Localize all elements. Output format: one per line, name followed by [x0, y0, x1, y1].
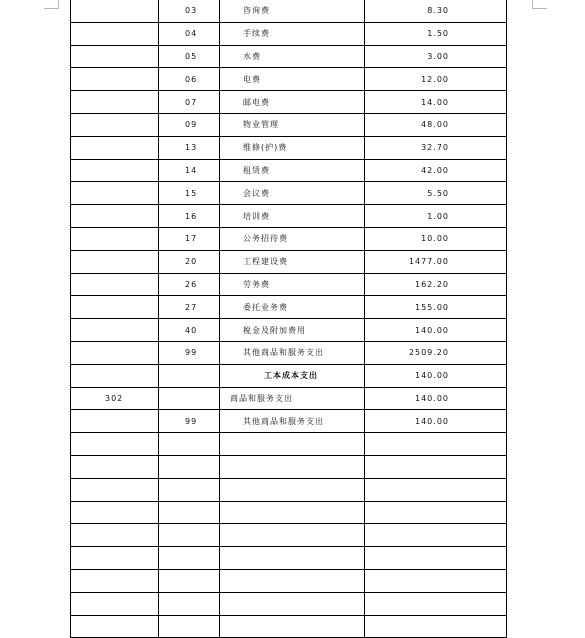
table-row: [71, 296, 507, 319]
item-code-cell: [159, 569, 220, 592]
table-row: [71, 615, 507, 638]
amount-cell: [365, 569, 507, 592]
class-code-cell: [71, 0, 159, 22]
item-name-cell: 其他商品和服务支出: [220, 410, 365, 433]
table-row: [71, 524, 507, 547]
item-code-cell: [159, 547, 220, 570]
amount-cell: [365, 524, 507, 547]
item-name-cell: 咨询费: [220, 0, 365, 22]
table-row: [71, 113, 507, 136]
item-name-cell: 培训费: [220, 205, 365, 228]
table-row: [71, 569, 507, 592]
amount-cell: 140.00: [365, 387, 507, 410]
class-code-cell: [71, 524, 159, 547]
item-code-cell: 05: [159, 45, 220, 68]
amount-cell: 8.30: [365, 0, 507, 22]
class-code-cell: [71, 547, 159, 570]
table-row: [71, 68, 507, 91]
amount-cell: 5.50: [365, 182, 507, 205]
class-code-cell: [71, 45, 159, 68]
table-row: [71, 45, 507, 68]
item-code-cell: [159, 615, 220, 638]
expenditure-table: [70, 0, 507, 638]
amount-cell: 1477.00: [365, 250, 507, 273]
amount-cell: [365, 478, 507, 501]
item-code-cell: 20: [159, 250, 220, 273]
class-code-cell: [71, 273, 159, 296]
amount-cell: 140.00: [365, 319, 507, 342]
class-code-cell: [71, 592, 159, 615]
item-name-cell: 租赁费: [220, 159, 365, 182]
item-code-cell: 26: [159, 273, 220, 296]
class-code-cell: [71, 182, 159, 205]
class-code-cell: [71, 227, 159, 250]
amount-cell: 48.00: [365, 113, 507, 136]
class-code-cell: [71, 205, 159, 228]
table-row: [71, 22, 507, 45]
class-code-cell: [71, 569, 159, 592]
table-row: [71, 410, 507, 433]
item-name-cell: [220, 478, 365, 501]
item-code-cell: [159, 592, 220, 615]
item-code-cell: 06: [159, 68, 220, 91]
table-row: [71, 205, 507, 228]
item-code-cell: 13: [159, 136, 220, 159]
item-code-cell: 16: [159, 205, 220, 228]
table-row: [71, 0, 507, 22]
item-name-cell: [220, 569, 365, 592]
item-name-cell: 电费: [220, 68, 365, 91]
table-row: [71, 182, 507, 205]
item-name-cell: 邮电费: [220, 91, 365, 114]
amount-cell: [365, 433, 507, 456]
class-code-cell: [71, 136, 159, 159]
item-name-cell: 会议费: [220, 182, 365, 205]
margin-corner-mark: [44, 0, 59, 9]
item-code-cell: 03: [159, 0, 220, 22]
amount-cell: 42.00: [365, 159, 507, 182]
item-code-cell: 40: [159, 319, 220, 342]
item-name-cell: [220, 455, 365, 478]
item-name-cell: [220, 501, 365, 524]
item-code-cell: 14: [159, 159, 220, 182]
item-code-cell: 09: [159, 113, 220, 136]
item-name-cell: 水费: [220, 45, 365, 68]
item-name-cell: 物业管理: [220, 113, 365, 136]
table-row: [71, 250, 507, 273]
amount-cell: [365, 501, 507, 524]
item-code-cell: 07: [159, 91, 220, 114]
class-code-cell: [71, 319, 159, 342]
amount-cell: [365, 615, 507, 638]
table-row: [71, 478, 507, 501]
class-code-cell: [71, 113, 159, 136]
item-name-cell: 其他商品和服务支出: [220, 341, 365, 364]
class-code-cell: [71, 296, 159, 319]
item-code-cell: [159, 501, 220, 524]
item-name-cell: 公务招待费: [220, 227, 365, 250]
table-row: [71, 547, 507, 570]
class-code-cell: [71, 159, 159, 182]
table-row: [71, 433, 507, 456]
class-code-cell: [71, 68, 159, 91]
class-code-cell: [71, 22, 159, 45]
item-code-cell: 04: [159, 22, 220, 45]
class-code-cell: [71, 341, 159, 364]
table-row: [71, 501, 507, 524]
table-row: [71, 227, 507, 250]
item-name-cell: [220, 524, 365, 547]
class-code-cell: [71, 364, 159, 387]
class-code-cell: [71, 501, 159, 524]
class-code-cell: [71, 478, 159, 501]
amount-cell: [365, 547, 507, 570]
amount-cell: 32.70: [365, 136, 507, 159]
table-row: [71, 273, 507, 296]
margin-corner-mark: [532, 0, 547, 9]
class-code-cell: [71, 455, 159, 478]
item-name-cell: [220, 433, 365, 456]
class-code-cell: [71, 91, 159, 114]
class-code-cell: [71, 410, 159, 433]
item-code-cell: [159, 455, 220, 478]
item-code-cell: [159, 433, 220, 456]
item-code-cell: [159, 387, 220, 410]
amount-cell: 1.00: [365, 205, 507, 228]
class-code-cell: 302: [71, 387, 159, 410]
table-row: [71, 319, 507, 342]
item-name-cell: 商品和服务支出: [220, 387, 365, 410]
amount-cell: 140.00: [365, 364, 507, 387]
item-code-cell: [159, 524, 220, 547]
item-name-cell: [220, 547, 365, 570]
item-name-cell: 手续费: [220, 22, 365, 45]
item-name-cell: 委托业务费: [220, 296, 365, 319]
amount-cell: 162.20: [365, 273, 507, 296]
item-name-cell: 工本成本支出: [220, 364, 365, 387]
item-code-cell: [159, 364, 220, 387]
item-code-cell: 99: [159, 341, 220, 364]
table-row: [71, 387, 507, 410]
amount-cell: 12.00: [365, 68, 507, 91]
item-code-cell: 15: [159, 182, 220, 205]
item-name-cell: [220, 615, 365, 638]
class-code-cell: [71, 433, 159, 456]
item-name-cell: 税金及附加费用: [220, 319, 365, 342]
item-code-cell: [159, 478, 220, 501]
class-code-cell: [71, 250, 159, 273]
item-code-cell: 99: [159, 410, 220, 433]
item-name-cell: 工程建设费: [220, 250, 365, 273]
item-name-cell: [220, 592, 365, 615]
amount-cell: 1.50: [365, 22, 507, 45]
table-row: [71, 592, 507, 615]
amount-cell: [365, 455, 507, 478]
amount-cell: 3.00: [365, 45, 507, 68]
amount-cell: 14.00: [365, 91, 507, 114]
item-code-cell: 17: [159, 227, 220, 250]
amount-cell: [365, 592, 507, 615]
table-row: [71, 455, 507, 478]
amount-cell: 10.00: [365, 227, 507, 250]
table-row: [71, 341, 507, 364]
table-row: [71, 136, 507, 159]
item-name-cell: 劳务费: [220, 273, 365, 296]
amount-cell: 2509.20: [365, 341, 507, 364]
item-name-cell: 维修(护)费: [220, 136, 365, 159]
table-row: [71, 159, 507, 182]
amount-cell: 155.00: [365, 296, 507, 319]
table-row: [71, 91, 507, 114]
item-code-cell: 27: [159, 296, 220, 319]
table-row: [71, 364, 507, 387]
amount-cell: 140.00: [365, 410, 507, 433]
class-code-cell: [71, 615, 159, 638]
